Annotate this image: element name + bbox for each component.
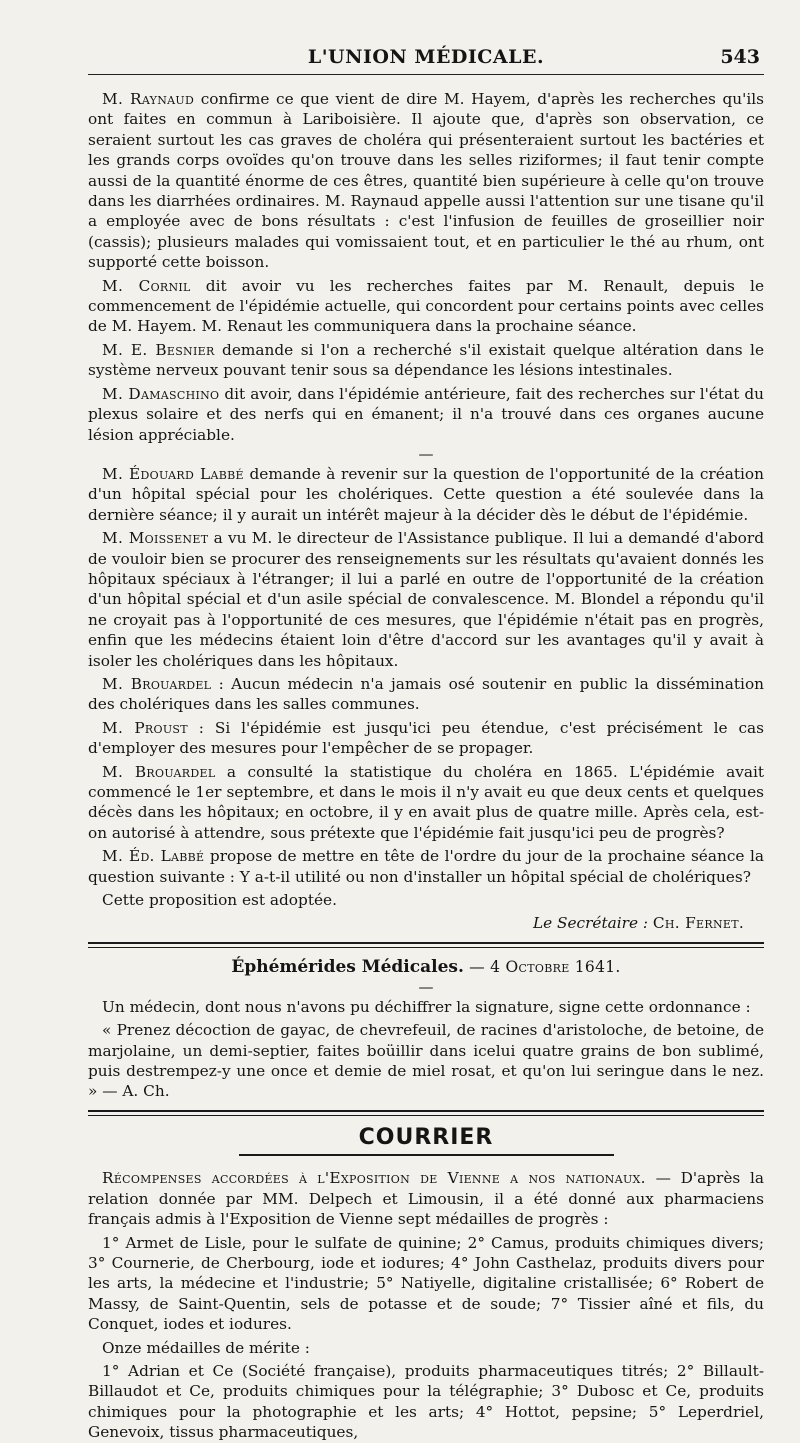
signature-sep: :	[638, 914, 653, 933]
paragraph-text: a consulté la statistique du choléra en 1865. L'épidémie avait commencé le 1er septembre, et dans le mois il n'y avait eu que deux cents et quelques décès dans les hôpitaux; en octobre, il y en avait plus de quatre mille. Après cela, est-on autorisé à attendre, sous prétexte que l'épidémie fait jusqu'ici peu de progrès?	[88, 762, 765, 842]
paragraph-raynaud	[88, 89, 764, 273]
paragraph-labbe	[88, 464, 764, 525]
paragraph-besnier	[88, 340, 764, 381]
section-dash: —	[418, 444, 434, 463]
courrier-paragraph-3: Onze médailles de mérite :	[102, 1338, 310, 1357]
ephemerides-prescription: « Prenez décoction de gayac, de chevrefeuil, de racines d'aristoloche, de betoine, de marjolaine, un demi-septier, faites boüillir dans icelui quatre grains de bon sublimé, puis destrempez-y une once et demie de miel rosat, et qu'on lui seringue dans le nez. » — A. Ch.	[88, 1021, 764, 1101]
speaker-name: M. Cornil	[102, 276, 191, 295]
paragraph-text: dit avoir vu les recherches faites par M. Renault, depuis le commencement de l'épidémie actuelle, qui concordent pour certains points avec celles de M. Hayem. M. Renaut les communiquera dans la prochaine séance.	[88, 276, 764, 336]
ephemerides-title	[88, 956, 764, 978]
ephemerides-date: — 4 Octobre 1641.	[463, 957, 621, 976]
signature-name: Ch. Fernet.	[652, 914, 744, 933]
paragraph-damaschino	[88, 384, 764, 445]
paragraph-text: — D'après la relation donnée par MM. Delpech et Limousin, il a été donné aux pharmaciens français admis à l'Exposition de Vienne sept médailles de progrès :	[88, 1169, 764, 1229]
paragraph-text: demande si l'on a recherché s'il existait quelque altération dans le système nerveux pouvant tenir sous sa dépendance les lésions intestinales.	[88, 340, 764, 380]
paragraph-text: demande à revenir sur la question de l'opportunité de la création d'un hôpital spécial pour les cholériques. Cette question a été soulevée dans la dernière séance; il y aurait un intérêt majeur à la décider dès le début de l'épidémie.	[88, 464, 764, 524]
speaker-name: M. E. Besnier	[102, 340, 215, 359]
paragraph-text: a vu M. le directeur de l'Assistance publique. Il lui a demandé d'abord de vouloir bien se procurer des renseignements sur les résultats qu'avaient donnés les hôpitaux spéciaux à l'étranger; il lui a parlé en outre de l'opportunité de la création d'un hôpital spécial et d'un asile spécial de convalescence. M. Blondel a répondu qu'il ne croyait pas à l'opportunité de ces mesures, que l'épidémie n'était pas en progrès, enfin que les médecins étaient loin d'être d'accord sur les avantages qu'il y avait à isoler les cholériques dans les hôpitaux.	[88, 529, 764, 670]
paragraph-adopted	[88, 890, 764, 910]
paragraph-cornil	[88, 276, 764, 337]
ephemerides-intro: Un médecin, dont nous n'avons pu déchiffrer la signature, signe cette ordonnance :	[102, 997, 751, 1016]
speaker-name: M. Raynaud	[102, 90, 195, 108]
paragraph-text: Cette proposition est adoptée.	[102, 891, 337, 910]
article-body	[88, 89, 764, 1443]
speaker-name: M. Édouard Labbé	[102, 464, 244, 483]
speaker-name: M. Brouardel	[102, 674, 212, 693]
paragraph-text: propose de mettre en tête de l'ordre du jour de la prochaine séance la question suivante : Y a-t-il utilité ou non d'installer un hôpital spécial de cholériques?	[88, 847, 764, 886]
courrier-paragraph-4: 1° Adrian et Ce (Société française), produits pharmaceutiques titrés; 2° Billault-Billaudot et Ce, produits chimiques pour la télégraphie; 3° Dubosc et Ce, produits chimiques pour la photographie et les arts; 4° Hottot, pepsine; 5° Leperdriel, Genevoix, tissus pharmaceutiques,	[88, 1361, 764, 1442]
paragraph-moissenet	[88, 528, 764, 671]
journal-title: L'UNION MÉDICALE.	[307, 46, 545, 68]
paragraph-brouardel-1	[88, 674, 764, 715]
paragraph-proust	[88, 718, 764, 759]
paragraph-text: : Si l'épidémie est jusqu'ici peu étendue, c'est précisément le cas d'employer des mesures pour l'empêcher de se propager.	[88, 718, 764, 758]
courrier-underline	[239, 1154, 614, 1156]
section-divider	[88, 942, 764, 948]
page-header	[88, 44, 764, 75]
paragraph-ed-labbe	[88, 846, 764, 887]
ephemerides-dash: —	[418, 977, 434, 996]
ephemerides-heading: Éphémérides Médicales.	[231, 956, 464, 977]
speaker-name: M. Éd. Labbé	[102, 847, 205, 866]
signature-role: Le Secrétaire	[532, 914, 638, 933]
courrier-paragraph-1	[88, 1168, 764, 1229]
speaker-name: M. Brouardel	[102, 762, 216, 781]
paragraph-text: dit avoir, dans l'épidémie antérieure, fait des recherches sur l'état du plexus solaire et des nerfs qui en émanent; il n'a trouvé dans ces organes aucune lésion appréciable.	[88, 384, 764, 444]
page-number: 543	[720, 46, 760, 68]
courrier-paragraph-2: 1° Armet de Lisle, pour le sulfate de quinine; 2° Camus, produits chimiques divers; 3° Cournerie, de Cherbourg, iode et iodures; 4° John Casthelaz, produits divers pour les arts, la médecine et l'industrie; 5° Natiyelle, digitaline cristallisée; 6° Robert de Massy, de Saint-Quentin, sels de potasse et de soude; 7° Tissier aîné et fils, du Conquet, iodes et iodures.	[88, 1233, 764, 1334]
paragraph-text: confirme ce que vient de dire M. Hayem, d'après les recherches qu'ils ont faites en commun à Lariboisière. Il ajoute que, d'après son observation, ce seraient surtout les cas graves de choléra qui présenteraient surtout les bactéries et les grands corps ovoïdes qu'on trouve dans les selles riziformes; il faut tenir compte aussi de la quantité énorme de ces êtres, quantité bien supérieure à celle qu'on trouve dans les diarrhées ordinaires. M. Raynaud appelle aussi l'attention sur une tisane qu'il a employée avec de bons résultats : c'est l'infusion de feuilles de groseillier noir (cassis); plusieurs malades qui vomissaient tout, et en particulier le thé au rhum, ont supporté cette boisson.	[88, 90, 764, 272]
paragraph-brouardel-2	[88, 762, 764, 844]
speaker-name: M. Proust	[102, 718, 188, 737]
speaker-name: M. Moissenet	[102, 529, 209, 548]
courrier-heading: Récompenses accordées à l'Exposition de Vienne a nos nationaux.	[102, 1169, 646, 1188]
section-divider	[88, 1110, 764, 1116]
paragraph-text: : Aucun médecin n'a jamais osé soutenir en public la dissémination des cholériques dans les salles communes.	[88, 674, 765, 714]
secretary-signature	[88, 913, 764, 933]
speaker-name: M. Damaschino	[102, 384, 220, 403]
courrier-title: COURRIER	[358, 1124, 494, 1150]
